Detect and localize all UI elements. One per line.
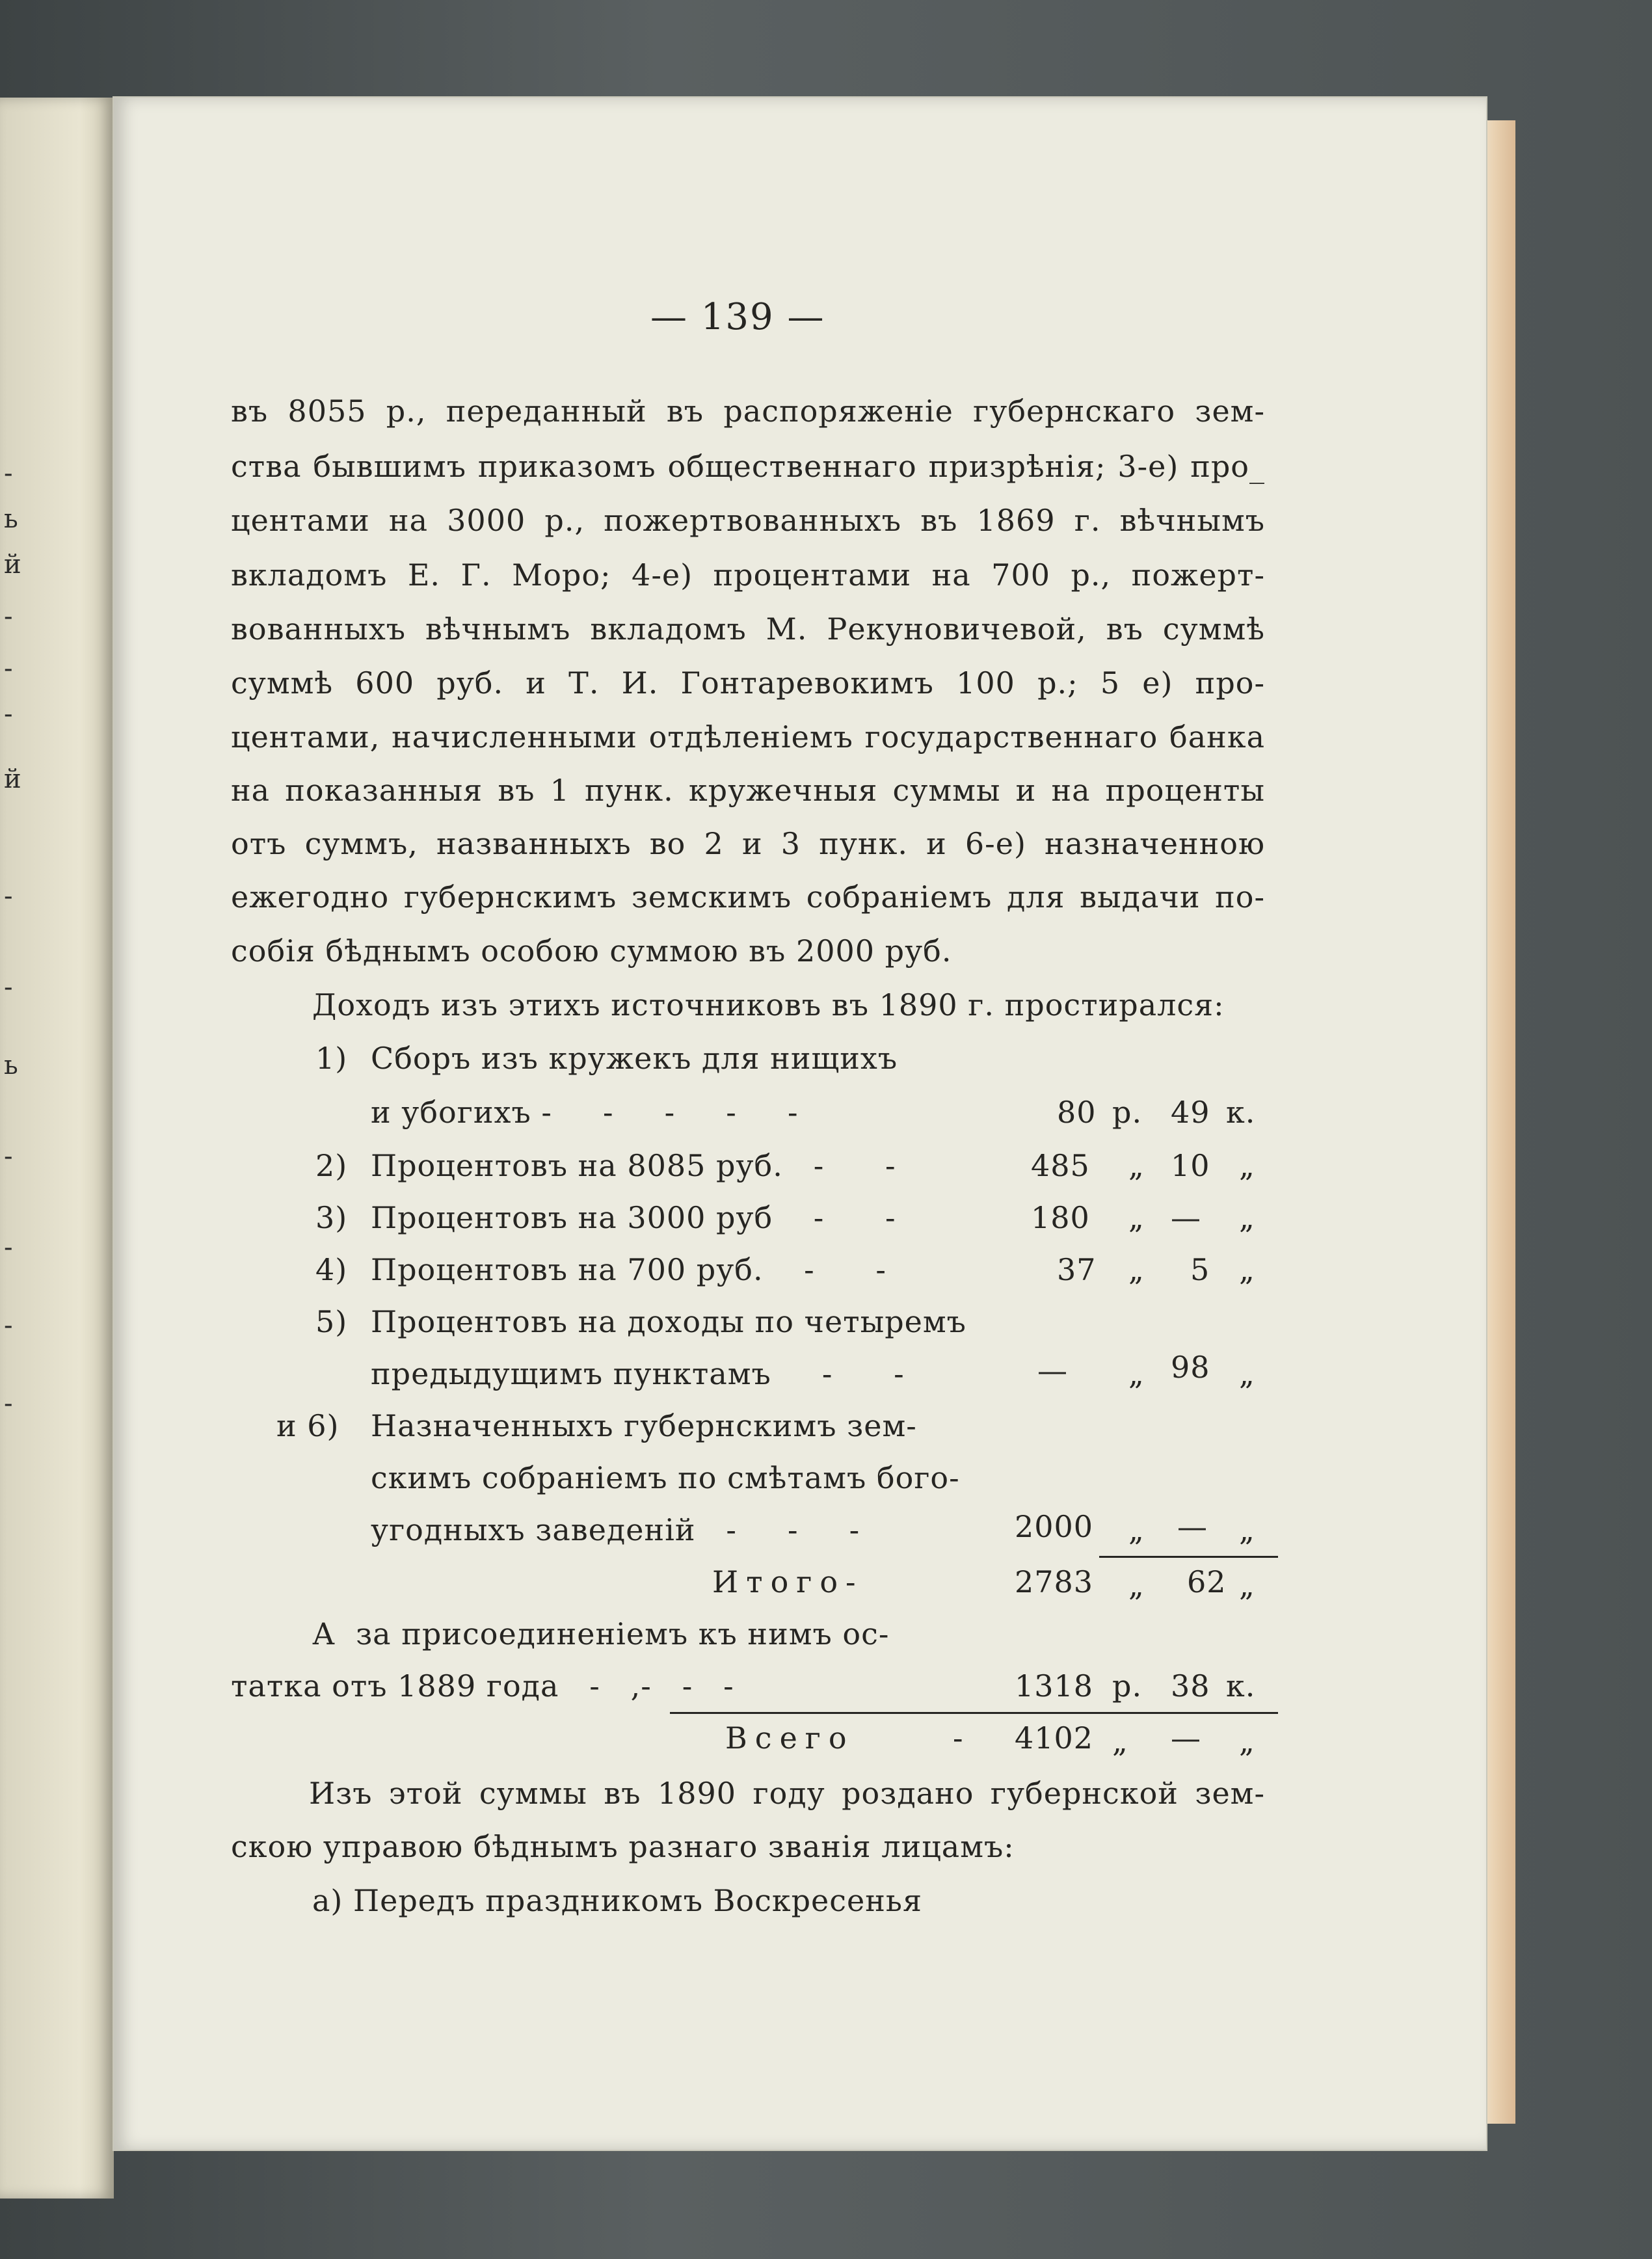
ledger-rubles-mark: „	[1128, 1252, 1145, 1287]
paragraph-line: а) Передъ праздникомъ Воскресенья	[312, 1883, 922, 1918]
margin-fragment: -	[4, 1311, 13, 1341]
margin-fragment: й	[4, 550, 21, 580]
ledger-rubles: 485	[1031, 1148, 1090, 1183]
paragraph-line: на показанныя въ 1 пунк. кружечныя суммы и на проценты	[231, 773, 1265, 808]
paragraph-line: центами, начисленными отдѣленіемъ государственнаго банка	[231, 719, 1265, 755]
paragraph-line: Изъ этой суммы въ 1890 году роздано губернской зем-	[309, 1776, 1265, 1811]
ledger-kopecks-mark: „	[1239, 1148, 1255, 1183]
ledger-kopecks-mark: „	[1239, 1200, 1255, 1235]
total-kopecks-mark: „	[1239, 1724, 1255, 1759]
paragraph-line: ежегодно губернскимъ земскимъ собраніемъ для выдачи по-	[231, 879, 1265, 915]
margin-fragment: -	[4, 972, 13, 1002]
paragraph-line: въ 8055 р., переданный въ распоряженіе губернскаго зем-	[231, 394, 1265, 429]
ledger-kopecks: 98	[1171, 1350, 1210, 1385]
ledger-item-label: и убогихъ - - - - -	[371, 1095, 799, 1130]
total-rubles-mark: „	[1112, 1724, 1128, 1759]
ledger-item-number: и 6)	[276, 1408, 340, 1443]
ledger-item-number: 2)	[315, 1148, 348, 1183]
ledger-rubles: 180	[1031, 1200, 1090, 1235]
total-rubles: 4102	[1015, 1720, 1094, 1756]
ledger-rubles-mark: „	[1128, 1148, 1145, 1183]
ledger-item-number: 1)	[315, 1041, 348, 1076]
carryover-kopecks-mark: к.	[1226, 1668, 1256, 1704]
margin-fragment: -	[4, 1142, 13, 1171]
ledger-kopecks: 10	[1171, 1148, 1210, 1183]
ledger-rubles-mark: р.	[1112, 1095, 1143, 1130]
margin-fragment: -	[4, 654, 13, 684]
ledger-item-number: 4)	[315, 1252, 348, 1287]
margin-fragment: -	[4, 459, 13, 488]
ledger-item-label: Процентовъ на 700 руб. - -	[371, 1252, 886, 1287]
subtotal-kopecks-mark: „	[1239, 1568, 1255, 1603]
paragraph-line: вкладомъ Е. Г. Моро; 4-е) процентами на 700 р., пожерт-	[231, 557, 1265, 593]
paragraph-line: суммѣ 600 руб. и Т. И. Гонтаревокимъ 100 р.; 5 е) про-	[231, 665, 1265, 701]
facing-page-margin-fragments	[4, 98, 30, 2199]
paragraph-line: собія бѣднымъ особою суммою въ 2000 руб.	[231, 933, 952, 969]
carryover-rubles: 1318	[1015, 1668, 1094, 1704]
ledger-kopecks: —	[1177, 1509, 1208, 1544]
ledger-item-label: Процентовъ на 8085 руб. - -	[371, 1148, 896, 1183]
paragraph-line: отъ суммъ, названныхъ во 2 и 3 пунк. и 6-е) назначенною	[231, 826, 1265, 861]
margin-fragment: ь	[4, 1050, 18, 1080]
total-label: Всего	[725, 1720, 855, 1756]
ledger-rubles: 37	[1057, 1252, 1097, 1287]
margin-fragment: -	[4, 1389, 13, 1419]
total-dash: -	[953, 1720, 964, 1756]
ledger-kopecks: 5	[1190, 1252, 1210, 1287]
paragraph-line: скою управою бѣднымъ разнаго званія лицамъ:	[231, 1829, 1015, 1864]
subtotal-kopecks: 62	[1187, 1564, 1227, 1599]
ledger-item-label: Назначенныхъ губернскимъ зем-	[371, 1408, 917, 1443]
ledger-rubles-mark: „	[1128, 1356, 1145, 1391]
ledger-rubles: —	[1037, 1353, 1068, 1388]
ledger-kopecks-mark: „	[1239, 1512, 1255, 1547]
ledger-item-number: 3)	[315, 1200, 348, 1235]
margin-fragment: ь	[4, 504, 18, 534]
facing-page-edge	[0, 98, 114, 2199]
total-rule	[670, 1712, 1278, 1714]
ledger-rubles: 80	[1057, 1095, 1097, 1130]
ledger-rubles-mark: „	[1128, 1512, 1145, 1547]
margin-fragment: -	[4, 602, 13, 632]
income-heading: Доходъ изъ этихъ источниковъ въ 1890 г. простирался:	[312, 987, 1225, 1023]
ledger-kopecks: 49	[1171, 1095, 1210, 1130]
margin-fragment: й	[4, 764, 21, 794]
ledger-item-label: Процентовъ на 3000 руб - -	[371, 1200, 896, 1235]
carryover-rubles-mark: р.	[1112, 1668, 1143, 1704]
ledger-rubles-mark: „	[1128, 1200, 1145, 1235]
ledger-kopecks-mark: „	[1239, 1356, 1255, 1391]
paragraph-line: центами на 3000 р., пожертвованныхъ въ 1869 г. вѣчнымъ	[231, 503, 1265, 538]
ledger-kopecks-mark: к.	[1226, 1095, 1256, 1130]
subtotal-label: Итого-	[712, 1564, 864, 1599]
carryover-kopecks: 38	[1171, 1668, 1210, 1704]
total-kopecks: —	[1171, 1720, 1201, 1756]
ledger-item-label: скимъ собраніемъ по смѣтамъ бого-	[371, 1460, 960, 1495]
ledger-item-label: Сборъ изъ кружекъ для нищихъ	[371, 1041, 898, 1076]
ledger-kopecks: —	[1171, 1200, 1201, 1235]
ledger-rubles: 2000	[1015, 1509, 1094, 1544]
paragraph-line: ства бывшимъ приказомъ общественнаго призрѣнія; 3-е) про_	[231, 449, 1265, 484]
carryover-label: А за присоединеніемъ къ нимъ ос-	[312, 1616, 890, 1651]
margin-fragment: -	[4, 881, 13, 911]
subtotal-rubles: 2783	[1015, 1564, 1094, 1599]
margin-fragment: -	[4, 1233, 13, 1263]
ledger-item-number: 5)	[315, 1304, 348, 1339]
ledger-item-label: угодныхъ заведеній - - -	[371, 1512, 860, 1547]
page-number: — 139 —	[650, 296, 825, 338]
carryover-label: татка отъ 1889 года - ,- - -	[231, 1668, 734, 1704]
margin-fragment: -	[4, 699, 13, 729]
ledger-item-label: Процентовъ на доходы по четыремъ	[371, 1304, 966, 1339]
ledger-item-label: предыдущимъ пунктамъ - -	[371, 1356, 905, 1391]
paragraph-line: вованныхъ вѣчнымъ вкладомъ М. Рекуновичевой, въ суммѣ	[231, 611, 1265, 647]
subtotal-rubles-mark: „	[1128, 1568, 1145, 1603]
sum-rule	[1099, 1556, 1278, 1558]
ledger-kopecks-mark: „	[1239, 1252, 1255, 1287]
